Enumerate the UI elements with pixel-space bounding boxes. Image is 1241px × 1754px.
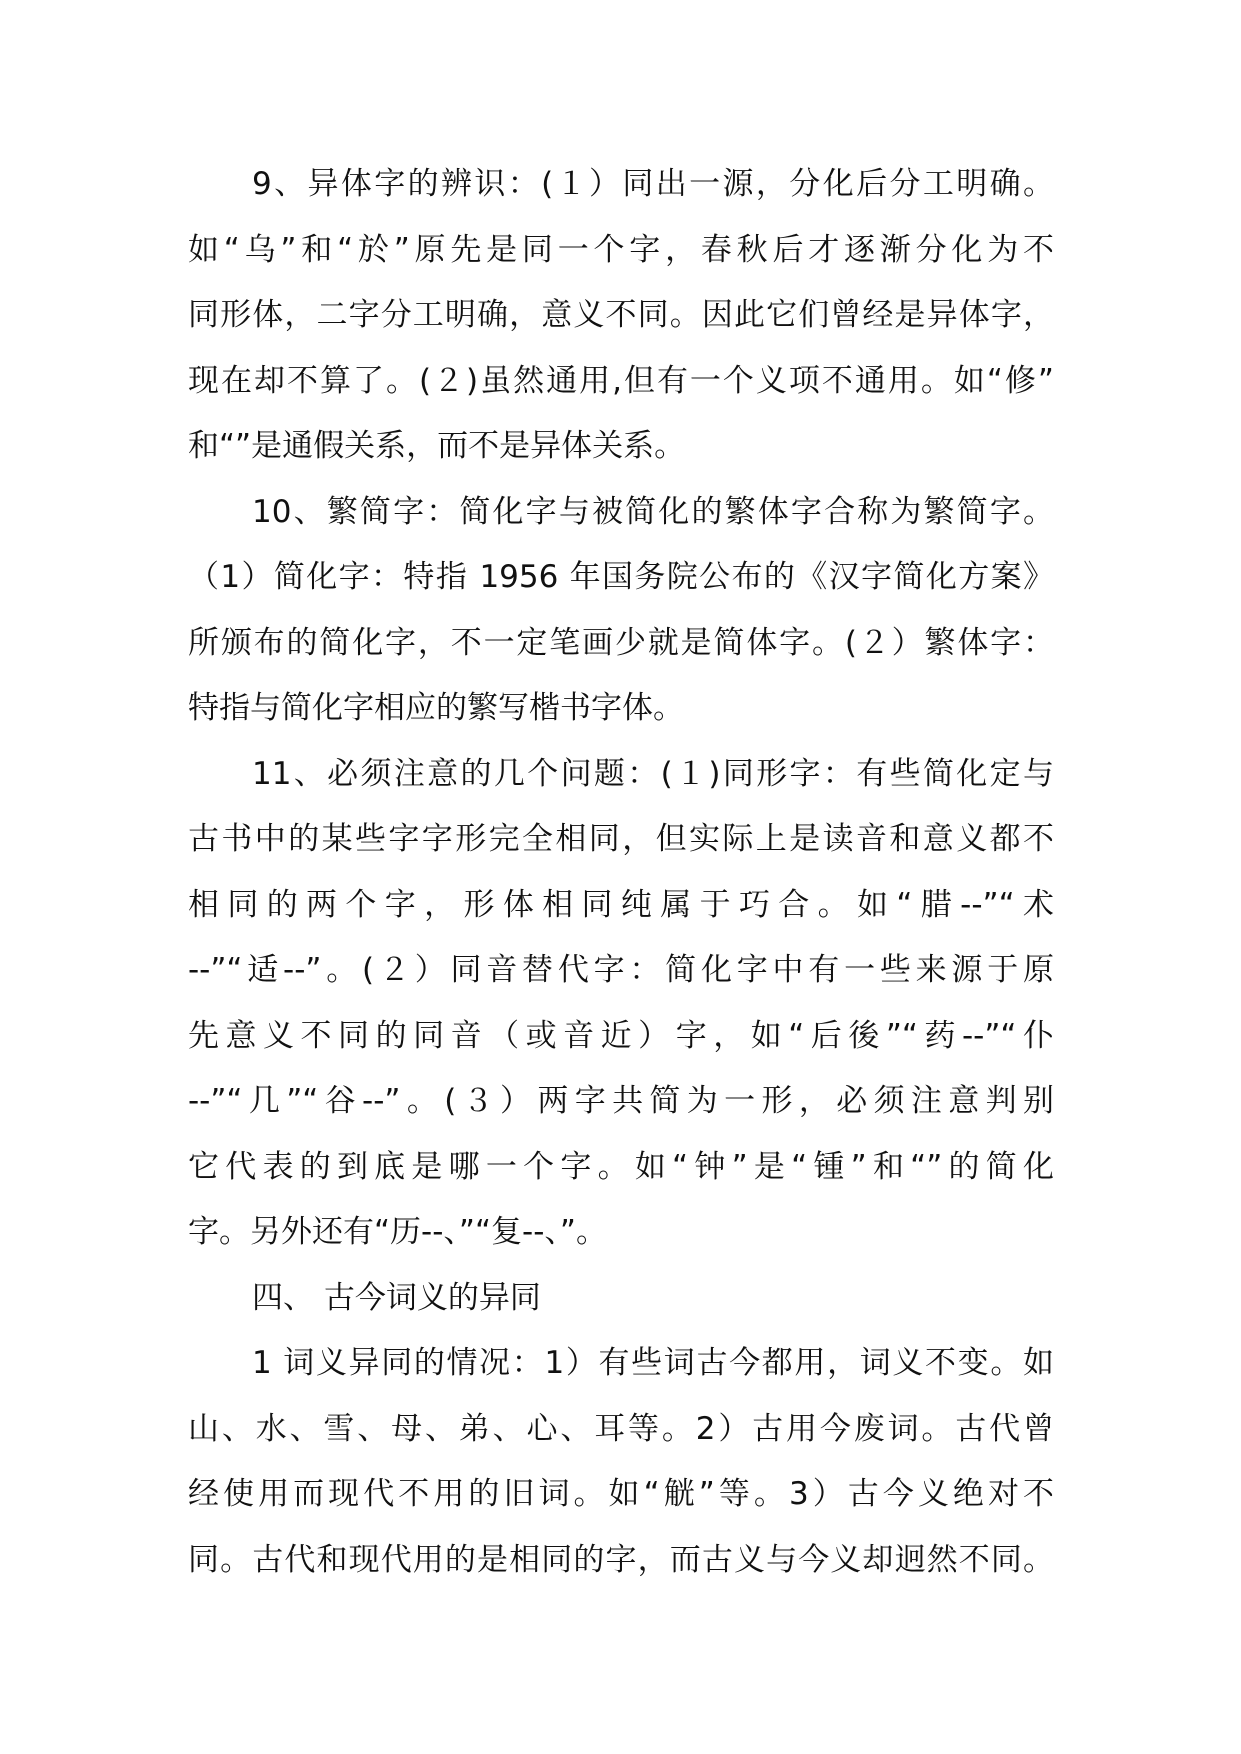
text-line: --”“适--”。(２）同音替代字：简化字中有一些来源于原 xyxy=(188,952,1054,988)
text-line: 和“”是通假关系，而不是异体关系。 xyxy=(188,428,686,464)
text-line: 现在却不算了。(２)虽然通用,但有一个义项不通用。如“修” xyxy=(188,362,1054,399)
text-line: 11、必须注意的几个问题：(１)同形字：有些简化定与 xyxy=(252,755,1054,792)
text-line: 10、繁简字：简化字与被简化的繁体字合称为繁简字。 xyxy=(252,493,1054,530)
section-heading: 四、 古今词义的异同 xyxy=(252,1279,541,1316)
text-line: 9、异体字的辨识：(１）同出一源，分化后分工明确。 xyxy=(252,166,1054,202)
text-line: 同形体，二字分工明确，意义不同。因此它们曾经是异体字， xyxy=(188,297,1054,333)
document-body xyxy=(188,152,1054,1593)
text-line: 如“乌”和“於”原先是同一个字，春秋后才逐渐分化为不 xyxy=(188,231,1054,268)
text-line: 山、水、雪、母、弟、心、耳等。2）古用今废词。古代曾 xyxy=(188,1410,1054,1447)
text-line: 相同的两个字，形体相同纯属于巧合。如“腊--”“术 xyxy=(188,886,1054,923)
text-line: 它代表的到底是哪一个字。如“钟”是“锺”和“”的简化 xyxy=(188,1148,1054,1185)
text-line: --”“几”“谷--”。(３）两字共简为一形，必须注意判别 xyxy=(188,1083,1054,1119)
text-line: 古书中的某些字字形完全相同，但实际上是读音和意义都不 xyxy=(188,821,1054,857)
text-line: 先意义不同的同音（或音近）字，如“后後”“药--”“仆 xyxy=(188,1017,1054,1054)
text-line: 字。另外还有“历--、”“复--、”。 xyxy=(188,1214,607,1250)
text-line: 同。古代和现代用的是相同的字，而古义与今义却迥然不同。 xyxy=(188,1541,1054,1578)
text-line: 所颁布的简化字，不一定笔画少就是简体字。(２）繁体字： xyxy=(188,624,1054,661)
text-line: 经使用而现代不用的旧词。如“觥”等。3）古今义绝对不 xyxy=(188,1476,1054,1512)
text-line: 特指与简化字相应的繁写楷书字体。 xyxy=(188,690,684,726)
text-line: 1 词义异同的情况：1）有些词古今都用，词义不变。如 xyxy=(252,1345,1054,1381)
text-line: （1）简化字：特指 1956 年国务院公布的《汉字简化方案》 xyxy=(188,559,1054,595)
